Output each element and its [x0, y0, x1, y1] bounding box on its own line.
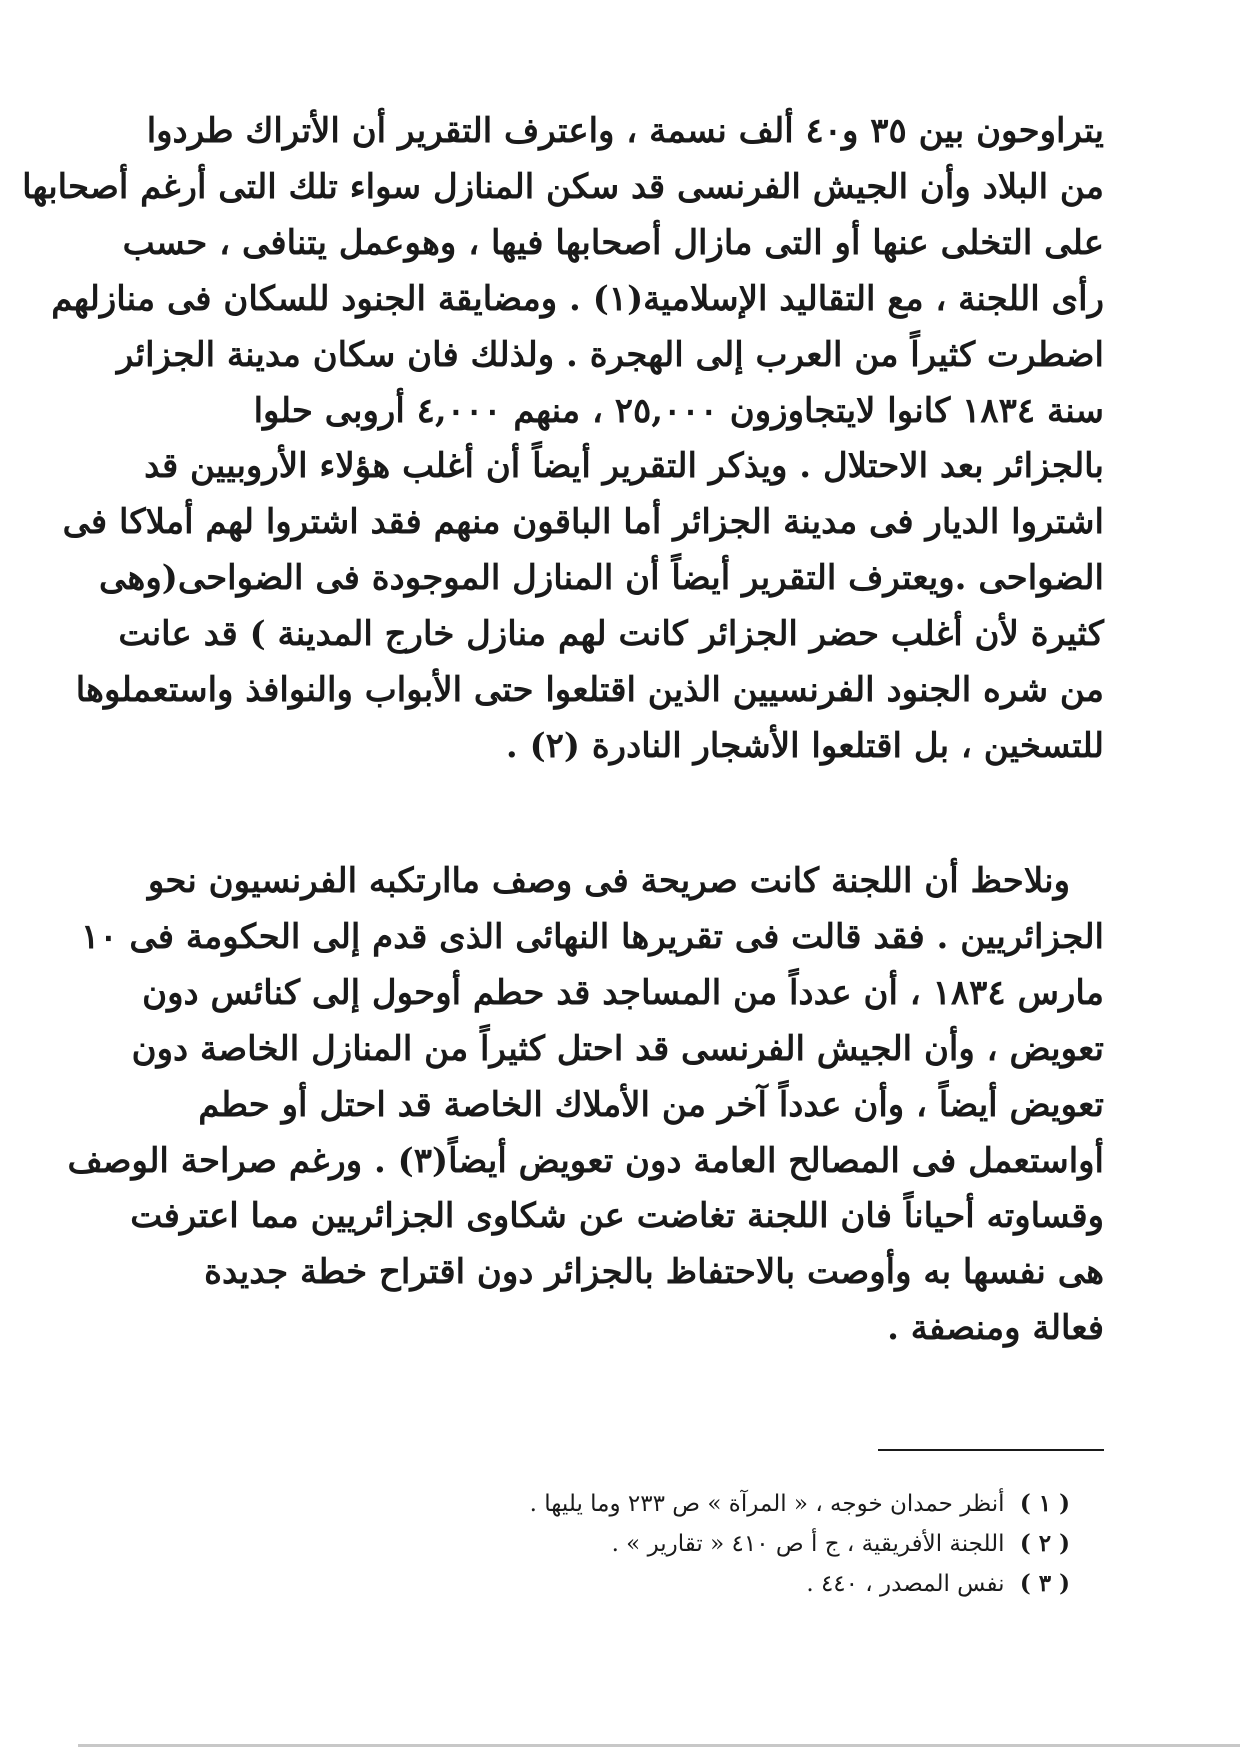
- text-line: الضواحى .ويعترف التقرير أيضاً أن المنازل الموجودة فى الضواحى(وهى: [99, 558, 1104, 599]
- text-line: ونلاحظ أن اللجنة كانت صريحة فى وصف ماارتكبه الفرنسيون نحو: [147, 861, 1070, 901]
- text-line: تعويض أيضاً ، وأن عدداً آخر من الأملاك الخاصة قد احتل أو حطم: [198, 1084, 1104, 1125]
- text-line: رأى اللجنة ، مع التقاليد الإسلامية(١) . ومضايقة الجنود للسكان فى منازلهم: [51, 278, 1104, 319]
- text-line: الجزائريين . فقد قالت فى تقريرها النهائى الذى قدم إلى الحكومة فى ١٠: [81, 916, 1104, 957]
- text-line: من شره الجنود الفرنسيين الذين اقتلعوا حتى الأبواب والنوافذ واستعملوها: [75, 670, 1104, 711]
- footnote-3: [300, 1564, 1070, 1604]
- body-paragraph-1: [22, 104, 1104, 775]
- text-line: تعويض ، وأن الجيش الفرنسى قد احتل كثيراً من المنازل الخاصة دون: [131, 1028, 1104, 1069]
- footnote-marker: ( ١ ): [1019, 1490, 1070, 1517]
- text-line: هى نفسها به وأوصت بالاحتفاظ بالجزائر دون اقتراح خطة جديدة: [204, 1252, 1104, 1293]
- text-line: سنة ١٨٣٤ كانوا لايتجاوزون ٢٥,٠٠٠ ، منهم ٤,٠٠٠ أروبى حلوا: [253, 390, 1104, 431]
- footnotes: [300, 1484, 1070, 1604]
- text-line: بالجزائر بعد الاحتلال . ويذكر التقرير أيضاً أن أغلب هؤلاء الأروبيين قد: [144, 446, 1104, 487]
- text-line: وقساوته أحياناً فان اللجنة تغاضت عن شكاوى الجزائريين مما اعترفت: [130, 1196, 1104, 1237]
- text-line: فعالة ومنصفة .: [887, 1308, 1104, 1349]
- text-line: مارس ١٨٣٤ ، أن عدداً من المساجد قد حطم أوحول إلى كنائس دون: [142, 972, 1104, 1013]
- footnote-separator: [878, 1449, 1104, 1451]
- paragraph-text: [67, 854, 1104, 1357]
- text-line: من البلاد وأن الجيش الفرنسى قد سكن المنازل سواء تلك التى أرغم أصحابها: [22, 166, 1104, 207]
- footnote-text: اللجنة الأفريقية ، ج أ ص ٤١٠ « تقارير » .: [611, 1531, 1005, 1557]
- text-line: أواستعمل فى المصالح العامة دون تعويض أيضاً(٣) . ورغم صراحة الوصف: [67, 1140, 1104, 1181]
- text-line: اشتروا الديار فى مدينة الجزائر أما الباقون منهم فقد اشتروا لهم أملاكا فى: [62, 502, 1104, 543]
- text-line: يتراوحون بين ٣٥ و٤٠ ألف نسمة ، واعترف التقرير أن الأتراك طردوا: [146, 111, 1104, 151]
- footnote-2: [300, 1524, 1070, 1564]
- footnote-marker: ( ٣ ): [1019, 1570, 1070, 1597]
- footnote-text: نفس المصدر ، ٤٤٠ .: [806, 1571, 1005, 1597]
- body-paragraph-2: [67, 854, 1104, 1357]
- text-line: للتسخين ، بل اقتلعوا الأشجار النادرة (٢) .: [505, 725, 1104, 766]
- footnote-text: أنظر حمدان خوجه ، « المرآة » ص ٢٣٣ وما يليها .: [529, 1491, 1005, 1517]
- paragraph-text: [22, 104, 1104, 775]
- footnote-1: [300, 1484, 1070, 1524]
- page-bottom-rule: [78, 1744, 1240, 1747]
- footnote-marker: ( ٢ ): [1019, 1530, 1070, 1557]
- text-line: اضطرت كثيراً من العرب إلى الهجرة . ولذلك فان سكان مدينة الجزائر: [116, 334, 1104, 375]
- text-line: كثيرة لأن أغلب حضر الجزائر كانت لهم منازل خارج المدينة ) قد عانت: [118, 614, 1104, 655]
- text-line: على التخلى عنها أو التى مازال أصحابها فيها ، وهوعمل يتنافى ، حسب: [122, 222, 1104, 263]
